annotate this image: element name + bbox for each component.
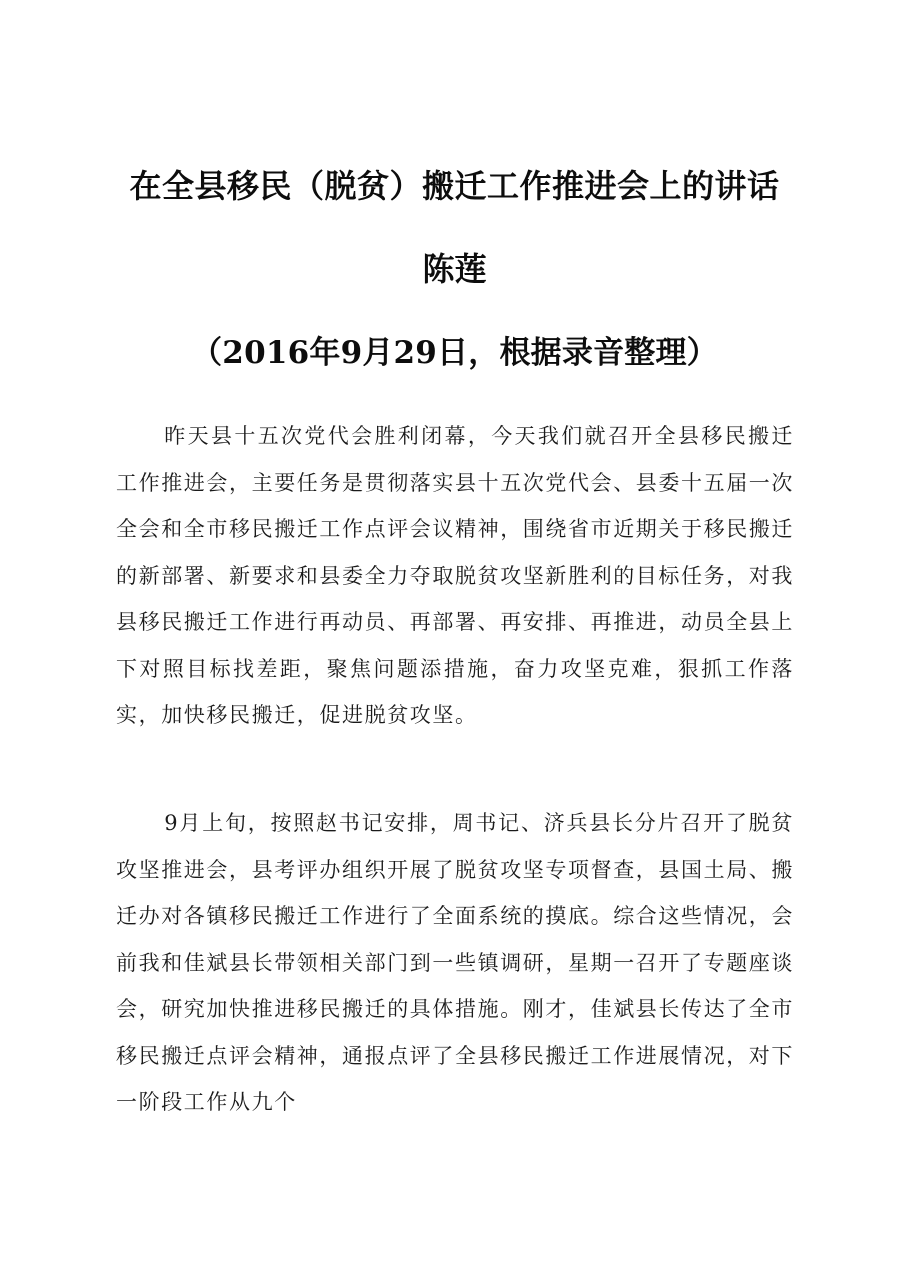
paragraph: 9月上旬，按照赵书记安排，周书记、济兵县长分片召开了脱贫攻坚推进会，县考评办组织开展了脱贫攻坚专项督查，县国土局、搬迁办对各镇移民搬迁工作进行了全面系统的摸底。综合这些情况，会前我和佳斌县长带领相关部门到一些镇调研，星期一召开了专题座谈会，研究加快推进移民搬迁的具体措施。刚才，佳斌县长传达了全市移民搬迁点评会精神，通报点评了全县移民搬迁工作进展情况，对下一阶段工作从九个 xyxy=(116,811,794,1114)
author-name: 陈莲 xyxy=(422,250,487,288)
document-title: 在全县移民（脱贫）搬迁工作推进会上的讲话 xyxy=(129,167,780,205)
document-subtitle: （2016年9月29日，根据录音整理） xyxy=(191,335,718,371)
paragraph: 昨天县十五次党代会胜利闭幕，今天我们就召开全县移民搬迁工作推进会，主要任务是贯彻落实县十五次党代会、县委十五届一次全会和全市移民搬迁工作点评会议精神，围绕省市近期关于移民搬迁的新部署、新要求和县委全力夺取脱贫攻坚新胜利的目标任务，对我县移民搬迁工作进行再动员、再部署、再安排、再推进，动员全县上下对照目标找差距，聚焦问题添措施，奋力攻坚克难，狠抓工作落实，加快移民搬迁，促进脱贫攻坚。 xyxy=(116,424,794,727)
document-body xyxy=(116,0,794,1286)
